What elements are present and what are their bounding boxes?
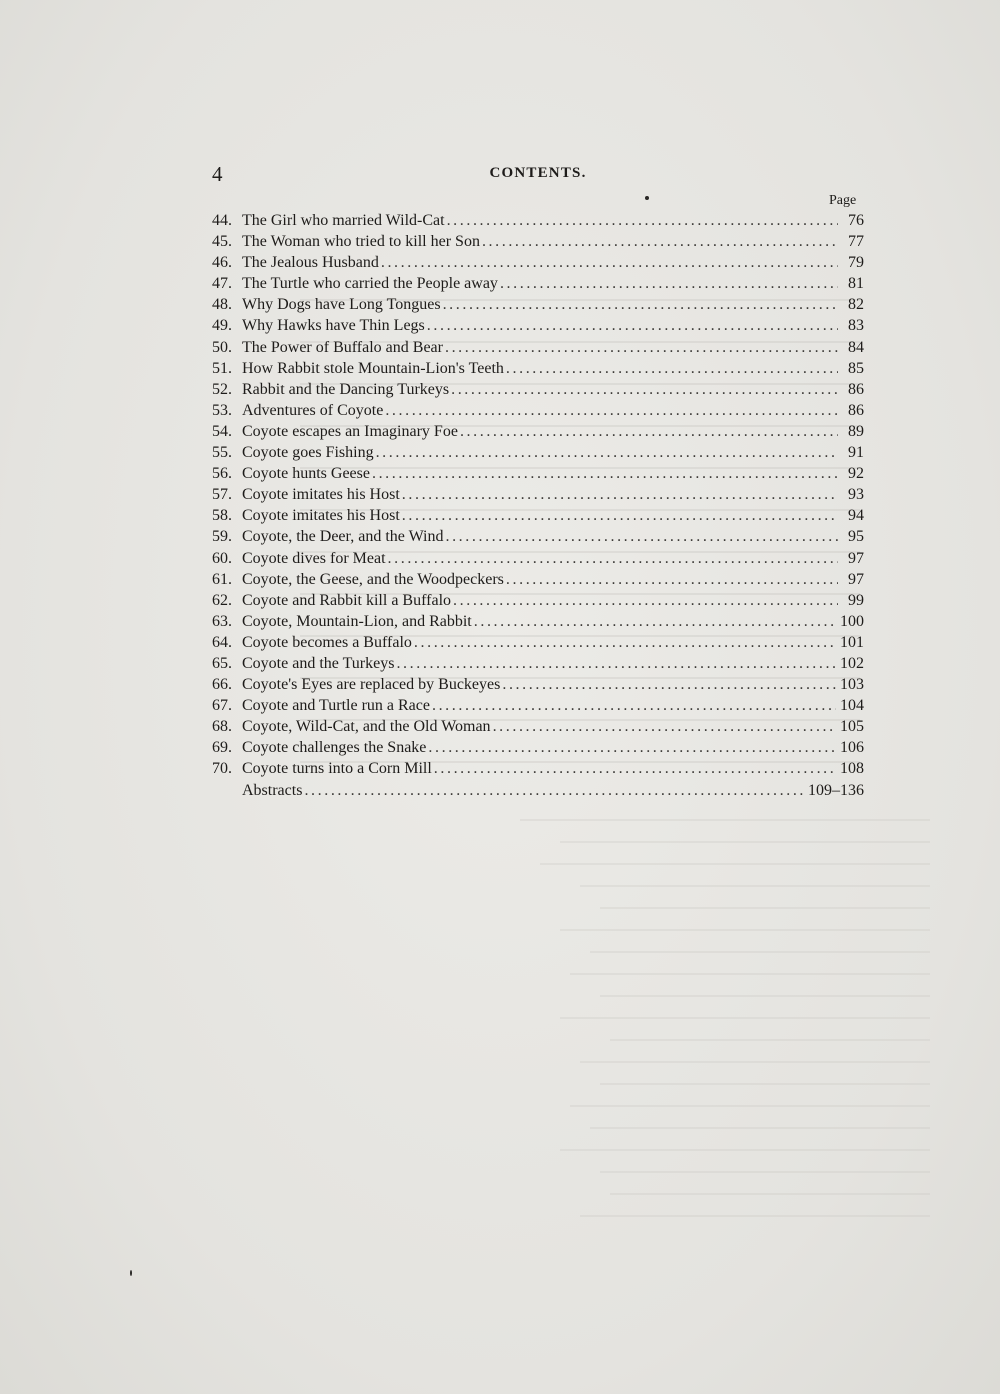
contents-entry [212, 653, 864, 674]
entry-title: How Rabbit stole Mountain-Lion's Teeth [242, 359, 504, 377]
entry-page: 84 [848, 338, 864, 356]
entry-title: Coyote dives for Meat [242, 549, 386, 567]
entry-number: 58. [212, 507, 232, 525]
contents-entry [212, 590, 864, 611]
entry-page: 91 [848, 444, 864, 462]
entry-page: 99 [848, 591, 864, 609]
page-column-label: Page [829, 193, 857, 208]
entry-title: Coyote hunts Geese [242, 465, 370, 483]
entry-number: 70. [212, 760, 232, 778]
entry-page: 104 [840, 697, 864, 715]
entry-number: 48. [212, 296, 232, 314]
contents-entry [212, 463, 864, 484]
contents-entry [212, 400, 864, 421]
entry-number: 55. [212, 444, 232, 462]
contents-entry [212, 716, 864, 737]
contents-entry [212, 569, 864, 590]
entry-title: Coyote's Eyes are replaced by Buckeyes [242, 676, 501, 694]
entry-number: 52. [212, 380, 232, 398]
entry-page: 89 [848, 422, 864, 440]
contents-entry [212, 315, 864, 336]
entry-title: Why Dogs have Long Tongues [242, 296, 441, 314]
dot-leader [445, 526, 838, 547]
contents-entry [212, 379, 864, 400]
entry-title: The Turtle who carried the People away [242, 275, 498, 293]
page-number: 4 [212, 162, 223, 186]
entry-page: 97 [848, 549, 864, 567]
entry-number: 65. [212, 654, 232, 672]
entry-number: 68. [212, 718, 232, 736]
entry-title: The Power of Buffalo and Bear [242, 338, 443, 356]
dot-leader [474, 611, 836, 632]
entry-title: Abstracts [242, 781, 303, 799]
entry-title: Coyote becomes a Buffalo [242, 633, 412, 651]
entry-page: 82 [848, 296, 864, 314]
dot-leader [427, 315, 838, 336]
entry-number: 57. [212, 486, 232, 504]
entry-page: 86 [848, 401, 864, 419]
contents-entry [212, 758, 864, 779]
dot-leader [447, 210, 838, 231]
entry-number: 51. [212, 359, 232, 377]
entry-page: 92 [848, 465, 864, 483]
entry-page: 77 [848, 233, 864, 251]
entry-number: 61. [212, 570, 232, 588]
contents-entry [212, 674, 864, 695]
dot-leader [443, 294, 838, 315]
entry-title: Coyote imitates his Host [242, 486, 400, 504]
dot-leader [376, 442, 838, 463]
entry-page: 86 [848, 380, 864, 398]
entry-title: Rabbit and the Dancing Turkeys [242, 380, 450, 398]
entry-number: 50. [212, 338, 232, 356]
ink-speck [130, 1270, 132, 1276]
entry-page: 83 [848, 317, 864, 335]
contents-entry [212, 210, 864, 231]
entry-page: 100 [840, 612, 864, 630]
contents-entry [212, 632, 864, 653]
entry-page: 102 [840, 654, 864, 672]
entry-number: 49. [212, 317, 232, 335]
entry-number: 60. [212, 549, 232, 567]
dot-leader [388, 548, 838, 569]
ink-speck [645, 196, 649, 200]
dot-leader [396, 653, 836, 674]
contents-entry [212, 548, 864, 569]
dot-leader [493, 716, 836, 737]
entry-title: Coyote, Wild-Cat, and the Old Woman [242, 718, 491, 736]
dot-leader [304, 780, 804, 801]
contents-entry [212, 484, 864, 505]
entry-number: 59. [212, 528, 232, 546]
entry-page: 106 [840, 739, 864, 757]
contents-entry [212, 442, 864, 463]
entry-title: Coyote challenges the Snake [242, 739, 427, 757]
contents-entry [212, 273, 864, 294]
entry-number: 53. [212, 401, 232, 419]
dot-leader [432, 695, 836, 716]
entry-title: Why Hawks have Thin Legs [242, 317, 425, 335]
entry-number: 47. [212, 275, 232, 293]
entry-title: Coyote imitates his Host [242, 507, 400, 525]
dot-leader [402, 484, 838, 505]
entry-page: 108 [840, 760, 864, 778]
entry-number: 64. [212, 633, 232, 651]
entry-number: 56. [212, 465, 232, 483]
contents-entry [212, 358, 864, 379]
entry-number: 46. [212, 254, 232, 272]
entry-number: 62. [212, 591, 232, 609]
dot-leader [445, 337, 838, 358]
dot-leader [482, 231, 838, 252]
page-title: CONTENTS. [489, 165, 587, 181]
entry-title: Coyote turns into a Corn Mill [242, 760, 432, 778]
entry-page: 79 [848, 254, 864, 272]
contents-entry [212, 611, 864, 632]
contents-entry [212, 695, 864, 716]
entry-title: Coyote and Turtle run a Race [242, 697, 430, 715]
dot-leader [414, 632, 836, 653]
entry-page: 105 [840, 718, 864, 736]
dot-leader [460, 421, 838, 442]
entry-page: 81 [848, 275, 864, 293]
entry-number: 44. [212, 212, 232, 229]
entry-page: 76 [848, 212, 864, 229]
entry-page: 97 [848, 570, 864, 588]
entry-title: The Woman who tried to kill her Son [242, 233, 480, 251]
entry-page: 94 [848, 507, 864, 525]
dot-leader [402, 505, 838, 526]
contents-entry [212, 505, 864, 526]
dot-leader [372, 463, 838, 484]
dot-leader [502, 674, 836, 695]
dot-leader [506, 358, 838, 379]
dot-leader [381, 252, 838, 273]
entry-number: 66. [212, 676, 232, 694]
contents-list [212, 210, 864, 801]
dot-leader [385, 400, 838, 421]
contents-entry [212, 231, 864, 252]
entry-title: Coyote escapes an Imaginary Foe [242, 422, 458, 440]
running-header [212, 162, 864, 188]
entry-number: 63. [212, 612, 232, 630]
entry-title: Coyote, Mountain-Lion, and Rabbit [242, 612, 472, 630]
entry-title: The Jealous Husband [242, 254, 379, 272]
contents-entry [212, 337, 864, 358]
dot-leader [453, 590, 838, 611]
entry-page: 101 [840, 633, 864, 651]
entry-title: Coyote and Rabbit kill a Buffalo [242, 591, 452, 609]
dot-leader [434, 758, 836, 779]
entry-page: 93 [848, 486, 864, 504]
entry-number: 45. [212, 233, 232, 251]
entry-number: 69. [212, 739, 232, 757]
contents-entry [212, 294, 864, 315]
entry-page: 95 [848, 528, 864, 546]
contents-entry [212, 526, 864, 547]
entry-title: Coyote and the Turkeys [242, 654, 395, 672]
entry-title: The Girl who married Wild-Cat [242, 212, 445, 229]
dot-leader [500, 273, 838, 294]
entry-page: 85 [848, 359, 864, 377]
entry-number: 67. [212, 697, 232, 715]
entry-title: Coyote goes Fishing [242, 444, 374, 462]
entry-title: Coyote, the Geese, and the Woodpeckers [242, 570, 504, 588]
dot-leader [451, 379, 838, 400]
contents-entry [212, 737, 864, 758]
dot-leader [506, 569, 838, 590]
contents-entry [212, 252, 864, 273]
contents-entry [212, 780, 864, 801]
entry-page: 109–136 [808, 781, 864, 799]
entry-page: 103 [840, 676, 864, 694]
entry-title: Adventures of Coyote [242, 401, 384, 419]
contents-entry [212, 421, 864, 442]
dot-leader [428, 737, 836, 758]
entry-title: Coyote, the Deer, and the Wind [242, 528, 444, 546]
entry-number: 54. [212, 422, 232, 440]
